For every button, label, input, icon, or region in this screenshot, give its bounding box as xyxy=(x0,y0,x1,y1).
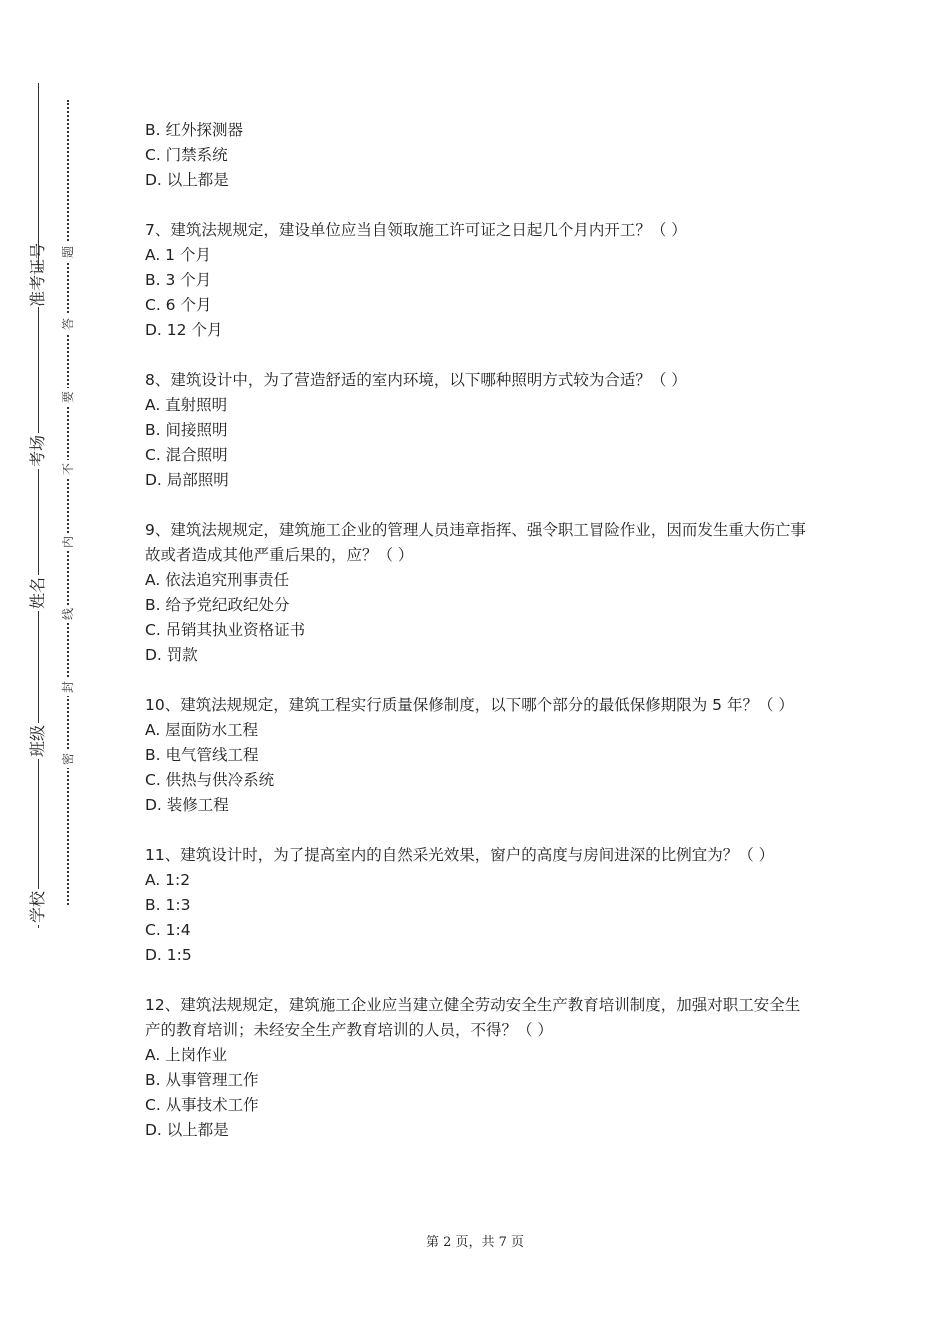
info-fill-line xyxy=(38,83,39,928)
option: D. 以上都是 xyxy=(145,171,229,189)
option: C. 混合照明 xyxy=(145,446,228,464)
label-exam-room: 考场 xyxy=(28,435,47,468)
option: D. 12 个月 xyxy=(145,321,223,339)
option: B. 红外探测器 xyxy=(145,121,243,139)
seal-dotted-line xyxy=(67,100,69,905)
option: D. 罚款 xyxy=(145,646,198,664)
question-stem: 10、建筑法规规定，建筑工程实行质量保修制度，以下哪个部分的最低保修期限为 5 年？（ ） xyxy=(145,696,794,714)
seal-char-mi: 密 xyxy=(61,750,75,768)
question-stem: 7、建筑法规规定，建设单位应当自领取施工许可证之日起几个月内开工？（ ） xyxy=(145,221,687,239)
option: C. 1:4 xyxy=(145,921,191,939)
option: A. 1 个月 xyxy=(145,246,211,264)
question-8 xyxy=(145,368,810,493)
question-stem: 9、建筑法规规定，建筑施工企业的管理人员违章指挥、强令职工冒险作业，因而发生重大伤亡事故或者造成其他严重后果的，应？（ ） xyxy=(145,521,806,564)
option: B. 间接照明 xyxy=(145,421,228,439)
page-number-footer: 第 2 页，共 7 页 xyxy=(425,1235,525,1250)
seal-char-feng: 封 xyxy=(61,678,75,696)
question-stem: 11、建筑设计时，为了提高室内的自然采光效果，窗户的高度与房间进深的比例宜为？（ ） xyxy=(145,846,775,864)
option: A. 1:2 xyxy=(145,871,191,889)
option: C. 供热与供冷系统 xyxy=(145,771,275,789)
seal-char-ti: 题 xyxy=(61,243,75,261)
question-10 xyxy=(145,693,810,818)
option: C. 门禁系统 xyxy=(145,146,228,164)
seal-char-xian: 线 xyxy=(61,605,75,623)
option: C. 6 个月 xyxy=(145,296,212,314)
binding-strip xyxy=(0,0,110,1344)
label-exam-number: 准考证号 xyxy=(28,242,47,307)
seal-char-da: 答 xyxy=(61,315,75,333)
option: B. 电气管线工程 xyxy=(145,746,259,764)
option: A. 依法追究刑事责任 xyxy=(145,571,290,589)
question-stem: 8、建筑设计中，为了营造舒适的室内环境，以下哪种照明方式较为合适？（ ） xyxy=(145,371,687,389)
carryover-options xyxy=(145,118,810,193)
option: B. 3 个月 xyxy=(145,271,212,289)
option: A. 屋面防水工程 xyxy=(145,721,259,739)
option: D. 以上都是 xyxy=(145,1121,229,1139)
question-content xyxy=(145,118,810,1168)
option: D. 装修工程 xyxy=(145,796,229,814)
option: D. 1:5 xyxy=(145,946,192,964)
seal-char-yao: 要 xyxy=(61,388,75,406)
option: B. 给予党纪政纪处分 xyxy=(145,596,290,614)
question-stem: 12、建筑法规规定，建筑施工企业应当建立健全劳动安全生产教育培训制度，加强对职工安全生产的教育培训；未经安全生产教育培训的人员，不得？（ ） xyxy=(145,996,801,1039)
seal-char-nei: 内 xyxy=(61,533,75,551)
option: C. 从事技术工作 xyxy=(145,1096,259,1114)
option: A. 上岗作业 xyxy=(145,1046,228,1064)
option: B. 1:3 xyxy=(145,896,191,914)
option: B. 从事管理工作 xyxy=(145,1071,259,1089)
option: C. 吊销其执业资格证书 xyxy=(145,621,306,639)
question-7 xyxy=(145,218,810,343)
label-school: 学校 xyxy=(28,891,47,924)
seal-char-bu: 不 xyxy=(61,460,75,478)
question-11 xyxy=(145,843,810,968)
question-12 xyxy=(145,993,810,1143)
label-class: 班级 xyxy=(28,725,47,758)
option: A. 直射照明 xyxy=(145,396,228,414)
question-9 xyxy=(145,518,810,668)
option: D. 局部照明 xyxy=(145,471,229,489)
label-name: 姓名 xyxy=(28,577,47,610)
